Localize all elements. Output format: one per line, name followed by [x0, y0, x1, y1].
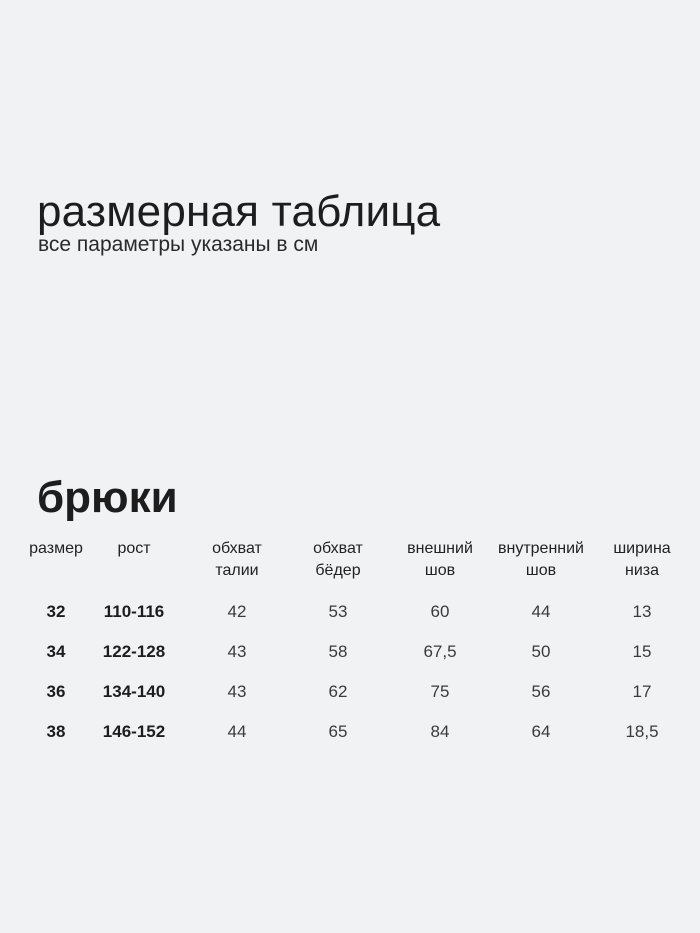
table-row — [0, 632, 700, 672]
cell-height: 122-128 — [102, 642, 166, 661]
column-header-inner-seam: внутренний шов — [497, 540, 584, 579]
page-subtitle: все параметры указаны в см — [38, 233, 319, 256]
cell-waist: 43 — [227, 642, 247, 661]
cell-waist: 43 — [227, 682, 247, 701]
cell-size: 36 — [46, 682, 66, 701]
table-row — [0, 672, 700, 712]
column-header-hips: обхват бёдер — [313, 540, 363, 579]
cell-inner-seam: 50 — [531, 642, 551, 661]
cell-outer-seam: 84 — [430, 722, 450, 741]
column-header-hem-width: ширина низа — [613, 540, 671, 579]
column-header-height: рост — [117, 540, 151, 557]
cell-inner-seam: 56 — [531, 682, 551, 701]
cell-inner-seam: 44 — [531, 602, 551, 621]
table-row — [0, 592, 700, 632]
column-header-size: размер — [29, 540, 83, 557]
cell-hem-width: 15 — [632, 642, 652, 661]
table-row — [0, 712, 700, 752]
cell-hem-width: 18,5 — [625, 722, 659, 741]
cell-size: 38 — [46, 722, 66, 741]
cell-hem-width: 13 — [632, 602, 652, 621]
cell-outer-seam: 67,5 — [423, 642, 457, 661]
cell-outer-seam: 60 — [430, 602, 450, 621]
cell-waist: 44 — [227, 722, 247, 741]
column-header-outer-seam: внешний шов — [407, 540, 473, 579]
cell-height: 110-116 — [103, 602, 165, 621]
cell-height: 134-140 — [102, 682, 166, 701]
cell-hips: 58 — [328, 642, 348, 661]
column-header-waist: обхват талии — [212, 540, 262, 579]
cell-hem-width: 17 — [632, 682, 652, 701]
table-header-row — [0, 538, 700, 592]
cell-waist: 42 — [227, 602, 247, 621]
cell-hips: 53 — [328, 602, 348, 621]
cell-size: 34 — [46, 642, 66, 661]
cell-height: 146-152 — [102, 722, 166, 741]
cell-outer-seam: 75 — [430, 682, 450, 701]
cell-inner-seam: 64 — [531, 722, 551, 741]
cell-hips: 65 — [328, 722, 348, 741]
section-title: брюки — [37, 473, 178, 522]
size-table — [0, 538, 700, 752]
cell-hips: 62 — [328, 682, 348, 701]
page-title: размерная таблица — [37, 187, 441, 236]
cell-size: 32 — [46, 602, 66, 621]
